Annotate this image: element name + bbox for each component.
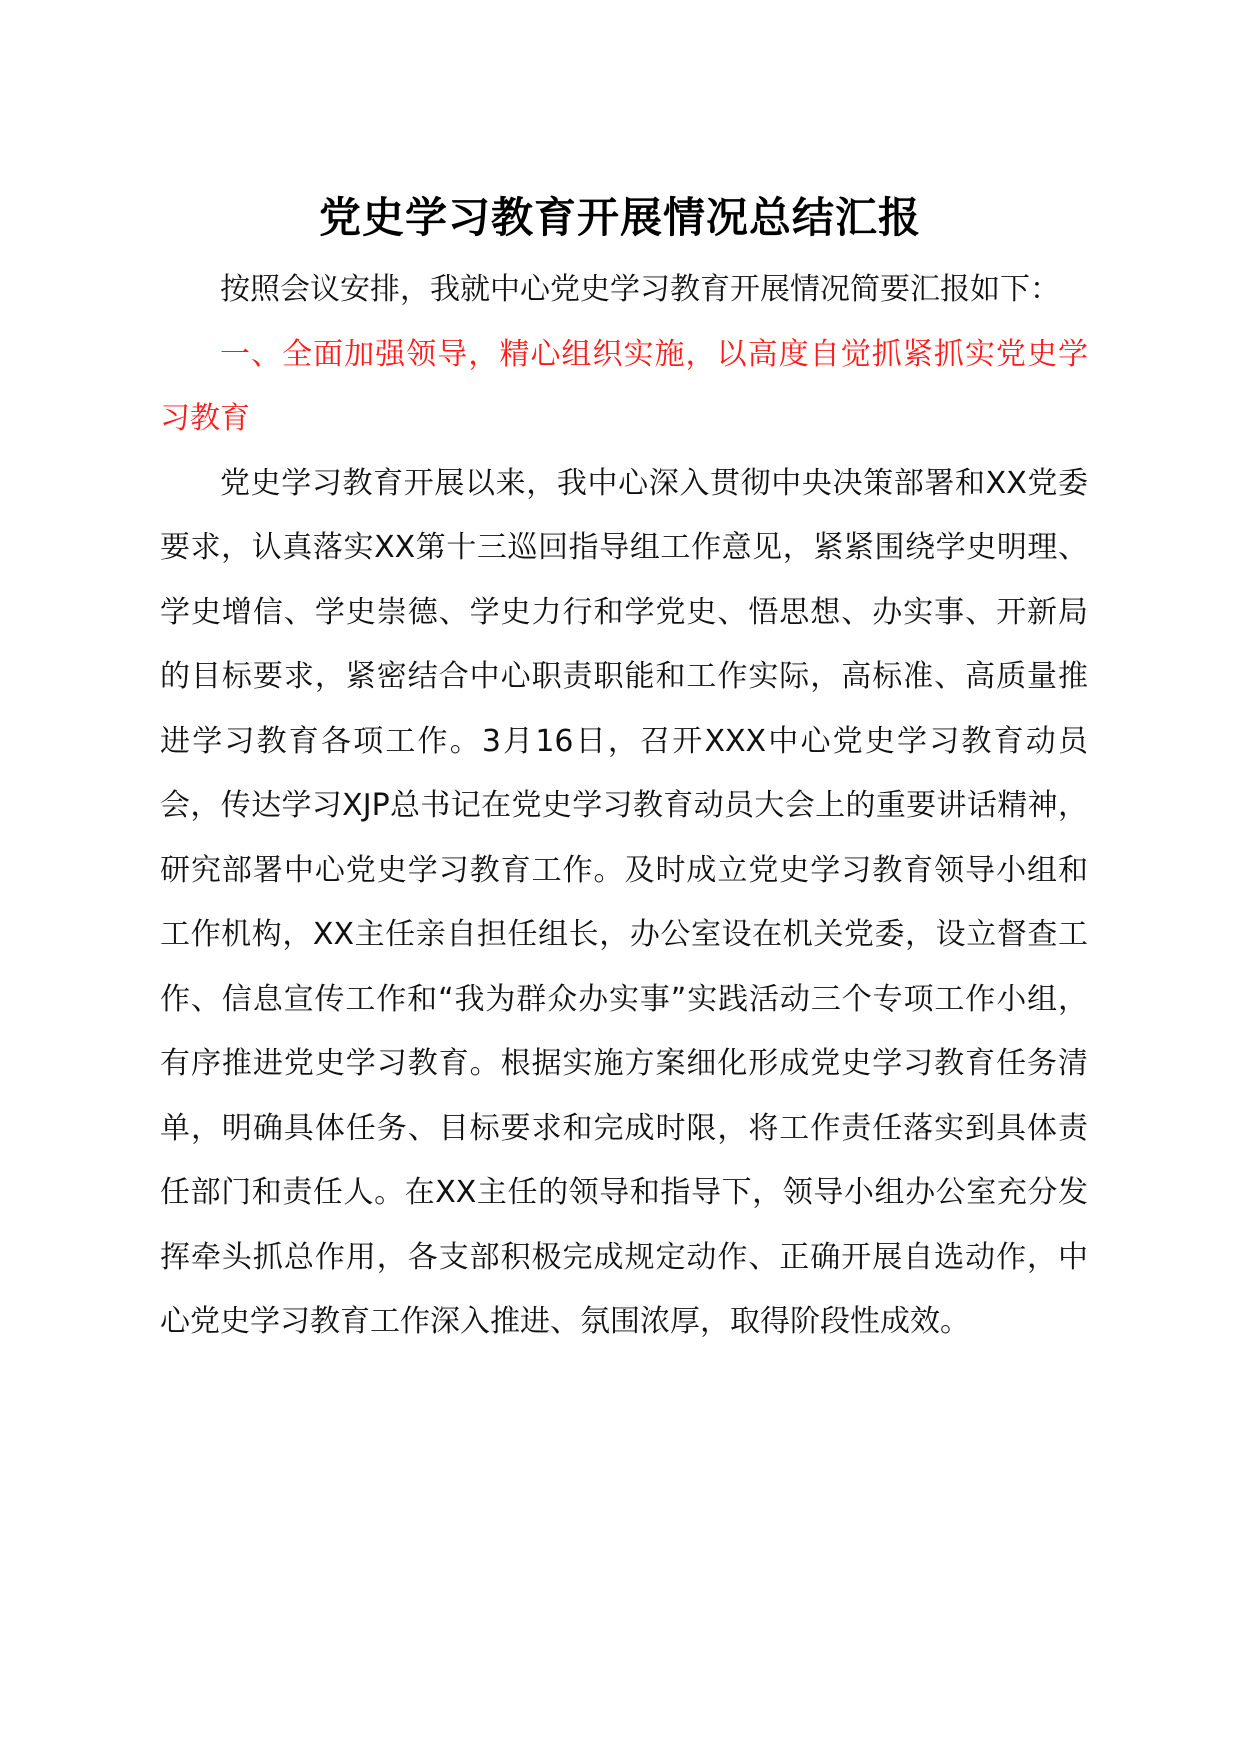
section-1-paragraph: 党史学习教育开展以来，我中心深入贯彻中央决策部署和XX党委要求，认真落实XX第十三巡回指导组工作意见，紧紧围绕学史明理、学史增信、学史崇德、学史力行和学党史、悟思想、办实事、开新局的目标要求，紧密结合中心职责职能和工作实际，高标准、高质量推进学习教育各项工作。3月16日，召开XXX中心党史学习教育动员会，传达学习XJP总书记在党史学习教育动员大会上的重要讲话精神，研究部署中心党史学习教育工作。及时成立党史学习教育领导小组和工作机构，XX主任亲自担任组长，办公室设在机关党委，设立督查工作、信息宣传工作和“我为群众办实事”实践活动三个专项工作小组，有序推进党史学习教育。根据实施方案细化形成党史学习教育任务清单，明确具体任务、目标要求和完成时限，将工作责任落实到具体责任部门和责任人。在XX主任的领导和指导下，领导小组办公室充分发挥牵头抓总作用，各支部积极完成规定动作、正确开展自选动作，中心党史学习教育工作深入推进、氛围浓厚，取得阶段性成效。 [160,465,1088,1339]
section-heading-1: 一、全面加强领导，精心组织实施，以高度自觉抓紧抓实党史学习教育 [160,336,1088,436]
intro-paragraph: 按照会议安排，我就中心党史学习教育开展情况简要汇报如下： [220,272,1060,307]
document-body [160,258,1088,1355]
document-title: 党史学习教育开展情况总结汇报 [318,193,921,242]
